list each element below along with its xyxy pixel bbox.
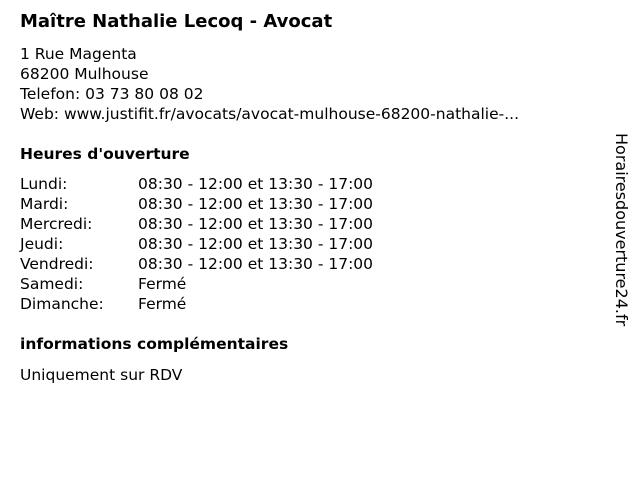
page-title: Maître Nathalie Lecoq - Avocat <box>20 11 333 32</box>
watermark-text: Horairesdouverture24.fr <box>612 133 631 327</box>
address-block <box>20 44 519 124</box>
hours-time: 08:30 - 12:00 et 13:30 - 17:00 <box>138 195 374 213</box>
website-link[interactable]: Web: www.justifit.fr/avocats/avocat-mulhouse-68200-nathalie-... <box>20 105 519 123</box>
address-city: 68200 Mulhouse <box>20 65 149 83</box>
hours-time: 08:30 - 12:00 et 13:30 - 17:00 <box>138 255 374 273</box>
phone-number[interactable]: Telefon: 03 73 80 08 02 <box>20 85 204 103</box>
additional-info-heading: informations complémentaires <box>20 335 289 353</box>
additional-info-text: Uniquement sur RDV <box>20 366 183 384</box>
hours-day: Vendredi: <box>20 255 94 273</box>
hours-day: Jeudi: <box>20 235 64 253</box>
hours-time: Fermé <box>138 275 187 293</box>
hours-day: Dimanche: <box>20 295 104 313</box>
address-street: 1 Rue Magenta <box>20 45 137 63</box>
hours-time: 08:30 - 12:00 et 13:30 - 17:00 <box>138 215 374 233</box>
hours-time: 08:30 - 12:00 et 13:30 - 17:00 <box>138 235 374 253</box>
hours-time: Fermé <box>138 295 187 313</box>
opening-hours-heading: Heures d'ouverture <box>20 145 190 163</box>
hours-day: Mercredi: <box>20 215 93 233</box>
hours-time: 08:30 - 12:00 et 13:30 - 17:00 <box>138 175 374 193</box>
hours-day: Mardi: <box>20 195 69 213</box>
hours-day: Samedi: <box>20 275 84 293</box>
hours-day: Lundi: <box>20 175 68 193</box>
